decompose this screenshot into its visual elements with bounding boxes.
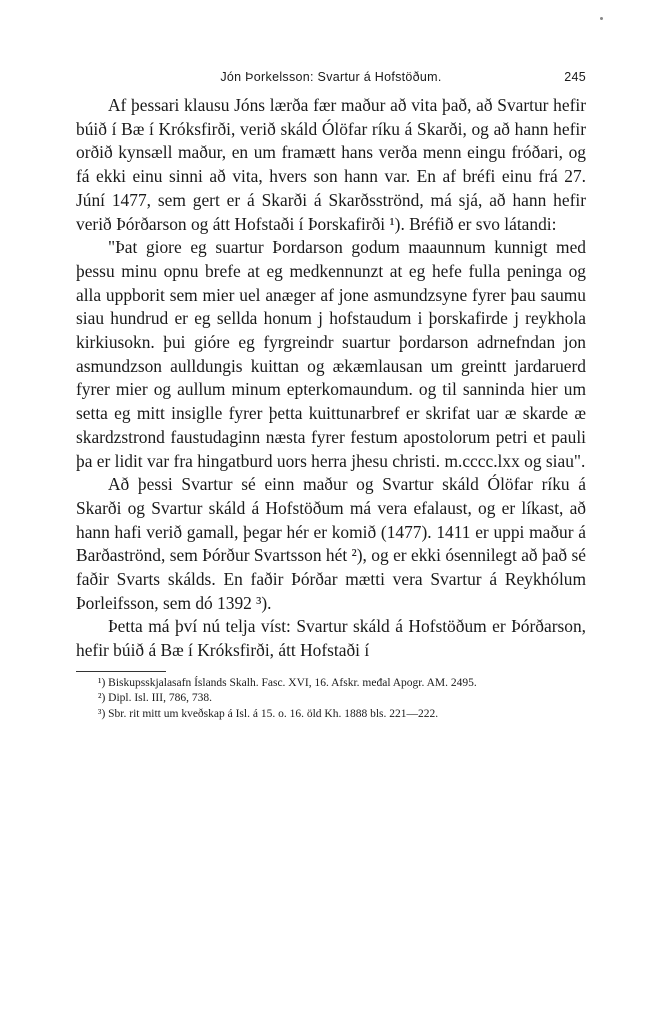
paragraph-conclusion: Þetta má því nú telja víst: Svartur skáld á Hofstöðum er Þórðarson, hefir búið á Bæ í Króksfirði, átt Hofstaði í	[76, 616, 586, 661]
page-number: 245	[564, 70, 586, 84]
paragraph-letter-quote: "Þat giore eg suartur Þordarson godum maaunnum kunnigt med þessu minu opnu brefe at eg medkennunzt at eg hefe fulla peninga og alla uppborit sem mier uel anæger af jone asmundzsyne fyrer þau saumu siau hundrud er eg sellda honum j hofstaudum i þorskafirde j reykhola kirkiusokn. þui gióre eg fyrgreindr suartur þordarson adrnefndan jon asmundzson aulldungis kuittan og ækæmlausan um greintt jardaruerd fyrer mier og aullum minum epterkomaundum. og til sanninda hier um setta eg mitt insiglle fyrer þetta kuittunarbref er skrifat uar æ skarde æ skardzstrond faustudaginn næsta fyrer festum apostolorum petri et pauli þa er lidit var fra hingatburd uors herra jhesu christi. m.cccc.lxx og siau".	[76, 237, 586, 471]
body-text	[76, 94, 586, 663]
footnote-3: ³) Sbr. rit mitt um kveðskap á Isl. á 15. o. 16. öld Kh. 1888 bls. 221—222.	[98, 707, 439, 720]
paper-speck	[600, 17, 603, 20]
footnotes	[76, 676, 586, 723]
page	[76, 62, 586, 722]
footnote-rule	[76, 671, 166, 672]
running-title: Jón Þorkelsson: Svartur á Hofstöðum.	[220, 70, 442, 84]
footnote-2: ²) Dipl. Isl. III, 786, 738.	[98, 692, 212, 705]
paragraph-identity: Að þessi Svartur sé einn maður og Svartur skáld Ólöfar ríku á Skarði og Svartur skáld á Hofstöðum má vera efalaust, og er líkast, að hann hafi verið gamall, þegar hér er komið (1477). 1411 er uppi maður á Barðaströnd, sem Þórður Svartsson hét ²), og er ekki ósennilegt að það sé faðir Svarts skálds. En faðir Þórðar mætti vera Svartur á Reykhólum Þorleifsson, sem dó 1392 ³).	[76, 474, 586, 613]
paragraph-intro: Af þessari klausu Jóns lærða fær maður að vita það, að Svartur hefir búið í Bæ í Króksfirði, verið skáld Ólöfar ríku á Skarði, og að hann hefir orðið kynsæll maður, en um framætt hans verða menn eingu fróðari, og fá ekki einu sinni að vita, hvers son hann var. En af bréfi einu frá 27. Júní 1477, sem gert er á Skarði á Skarðsströnd, má sjá, að hann hefir verið Þórðarson og átt Hofstaði í Þorskafirði ¹). Bréfið er svo látandi:	[76, 95, 586, 234]
running-header	[76, 62, 586, 92]
footnote-1: ¹) Biskupsskjalasafn Íslands Skalh. Fasc. XVI, 16. Afskr. međal Apogr. AM. 2495.	[98, 676, 477, 689]
